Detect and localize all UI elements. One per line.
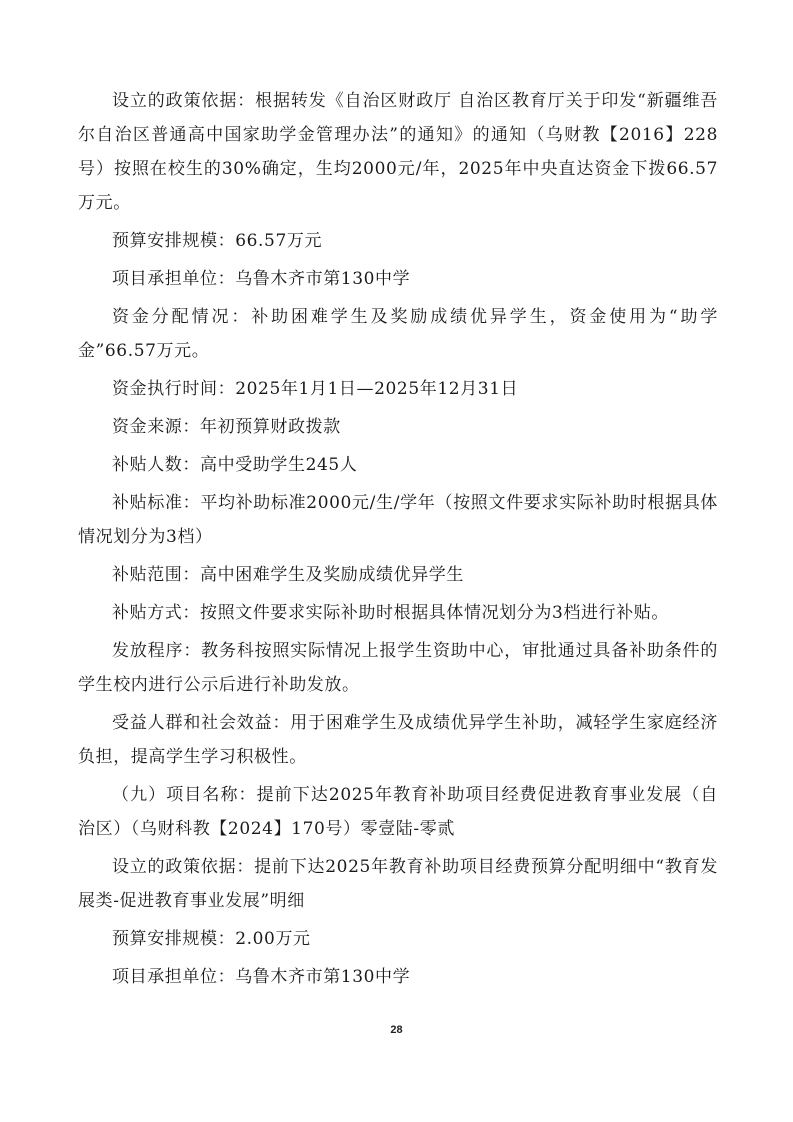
paragraph-distribution-procedure: 发放程序：教务科按照实际情况上报学生资助中心，审批通过具备补助条件的学生校内进行公示后进行补助发放。 bbox=[78, 641, 718, 695]
paragraph-policy-basis-9: 设立的政策依据：提前下达2025年教育补助项目经费预算分配明细中“教育发展类-促进教育事业发展”明细 bbox=[78, 857, 718, 911]
paragraph-fund-allocation: 资金分配情况：补助困难学生及奖励成绩优异学生，资金使用为“助学金”66.57万元。 bbox=[78, 307, 718, 361]
paragraph-subsidy-method: 补贴方式：按照文件要求实际补助时根据具体情况划分为3档进行补贴。 bbox=[112, 603, 670, 623]
paragraph-undertaking-unit-9: 项目承担单位：乌鲁木齐市第130中学 bbox=[112, 967, 411, 987]
paragraph-undertaking-unit: 项目承担单位：乌鲁木齐市第130中学 bbox=[112, 269, 411, 289]
page-number: 28 bbox=[390, 1024, 403, 1036]
paragraph-budget-scale: 预算安排规模：66.57万元 bbox=[112, 231, 323, 251]
paragraph-subsidy-count: 补贴人数：高中受助学生245人 bbox=[112, 455, 358, 475]
paragraph-project-name-9: （九）项目名称：提前下达2025年教育补助项目经费促进教育事业发展（自治区）（乌财科教【2024】170号）零壹陆-零贰 bbox=[78, 785, 718, 839]
paragraph-subsidy-scope: 补贴范围：高中困难学生及奖励成绩优异学生 bbox=[112, 565, 464, 585]
paragraph-budget-scale-9: 预算安排规模：2.00万元 bbox=[112, 929, 311, 949]
paragraph-subsidy-standard: 补贴标准：平均补助标准2000元/生/学年（按照文件要求实际补助时根据具体情况划分为3档） bbox=[78, 493, 718, 547]
paragraph-policy-basis: 设立的政策依据：根据转发《自治区财政厅 自治区教育厅关于印发“新疆维吾尔自治区普通高中国家助学金管理办法”的通知》的通知（乌财教【2016】228号）按照在校生的30%确定，生均2000元/年，2025年中央直达资金下拨66.57万元。 bbox=[78, 91, 718, 213]
paragraph-fund-source: 资金来源：年初预算财政拨款 bbox=[112, 417, 341, 437]
paragraph-execution-time: 资金执行时间：2025年1月1日—2025年12月31日 bbox=[112, 379, 519, 399]
document-body bbox=[78, 84, 718, 998]
paragraph-beneficiaries: 受益人群和社会效益：用于困难学生及成绩优异学生补助，减轻学生家庭经济负担，提高学生学习积极性。 bbox=[78, 713, 718, 767]
